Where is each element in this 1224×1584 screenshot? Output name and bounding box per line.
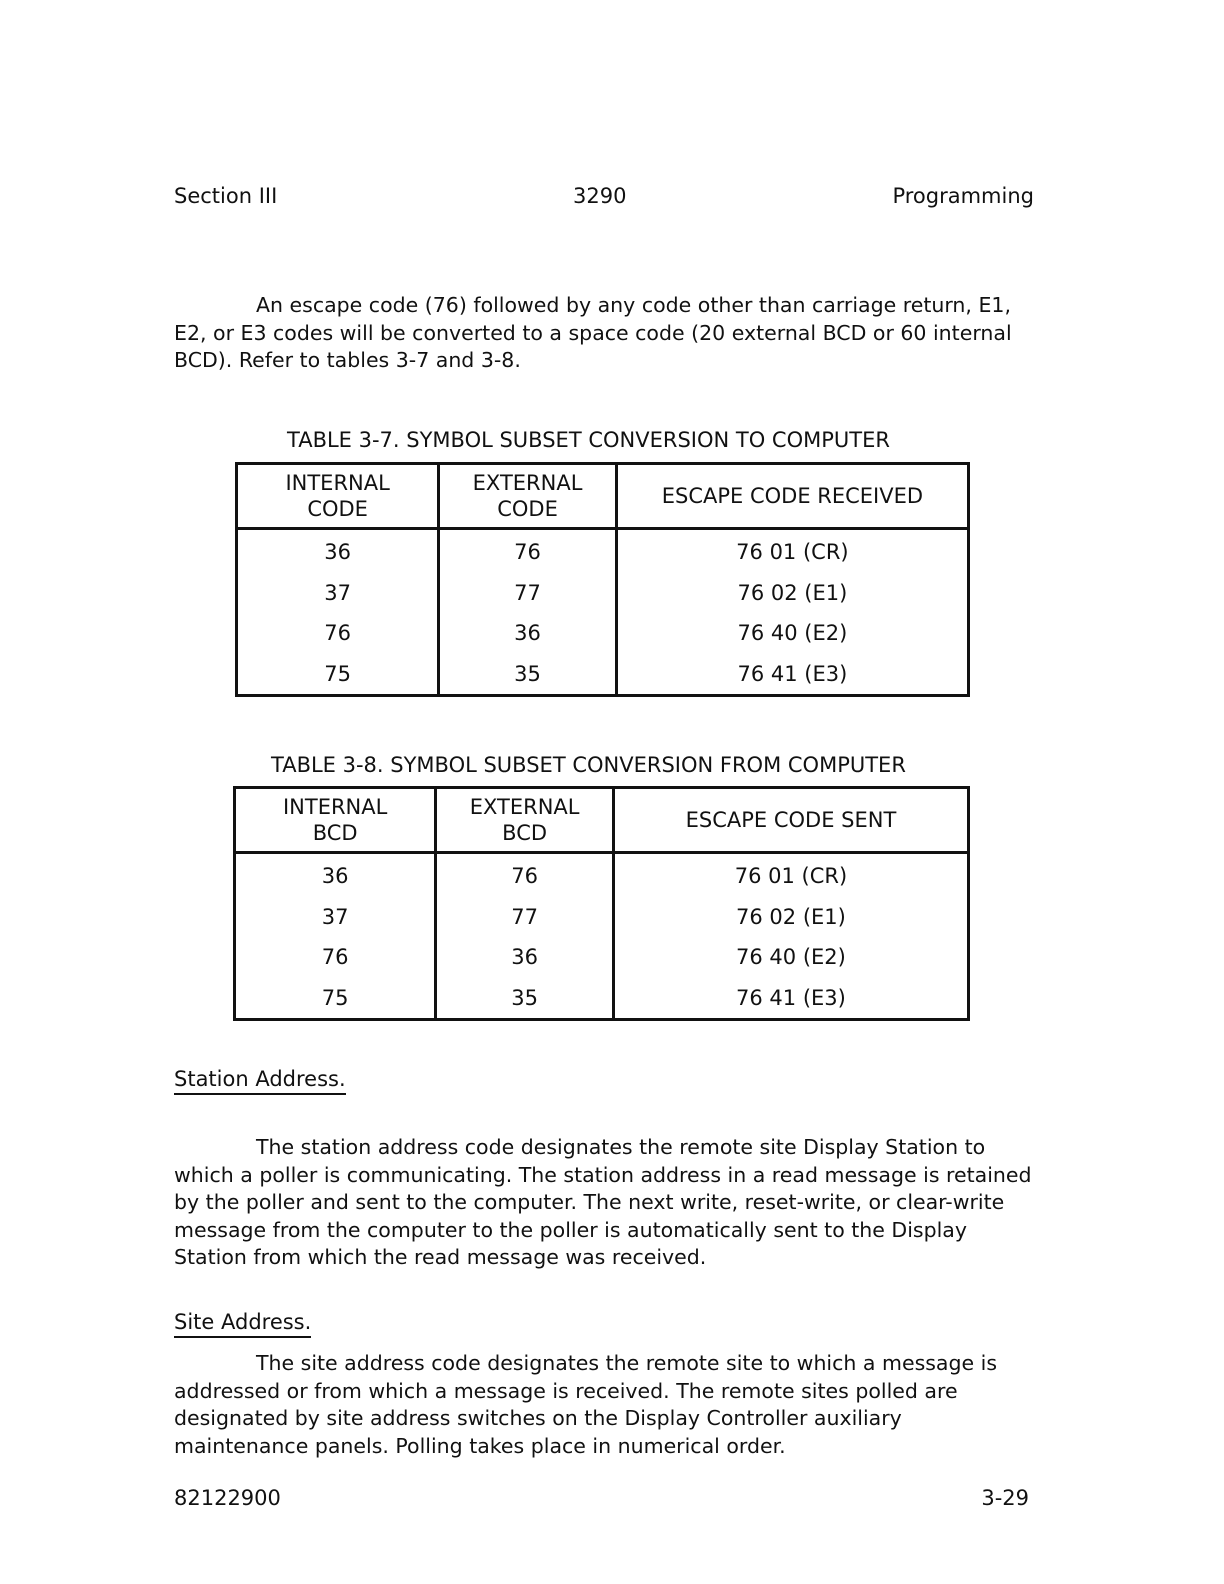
- table-cell: 35: [436, 978, 614, 1020]
- table-row: [235, 937, 969, 978]
- table-cell: 37: [237, 573, 439, 614]
- table-cell: 76 41 (E3): [616, 654, 968, 696]
- table-row: [237, 654, 969, 696]
- table-3-7-header-internal: [237, 464, 439, 529]
- table-cell: 37: [235, 897, 436, 938]
- station-address-heading: [174, 1067, 346, 1091]
- station-address-heading-text: Station Address.: [174, 1067, 346, 1095]
- table-cell: 36: [439, 613, 617, 654]
- table-cell: 77: [436, 897, 614, 938]
- table-3-8-caption: TABLE 3-8. SYMBOL SUBSET CONVERSION FROM COMPUTER: [271, 753, 906, 777]
- table-row: [237, 573, 969, 614]
- table-3-7: [235, 462, 970, 697]
- table-row: [235, 978, 969, 1020]
- table-cell: 76: [439, 529, 617, 573]
- header-line: INTERNAL: [282, 795, 388, 819]
- header-line: INTERNAL: [285, 471, 390, 495]
- table-cell: 76: [235, 937, 436, 978]
- table-3-8: [233, 786, 970, 1021]
- station-address-text: The station address code designates the remote site Display Station to which a poller is communicating. The station address in a read message is retained by the poller and sent to the computer. The next write, reset-write, or clear-write message from the computer to the poller is automatically sent to the Display Station from which the read message was received.: [174, 1135, 1032, 1269]
- table-cell: 76 01 (CR): [613, 853, 968, 897]
- table-cell: 36: [436, 937, 614, 978]
- table-row: [235, 853, 969, 897]
- page-number: 3-29: [981, 1486, 1029, 1510]
- table-cell: 76 40 (E2): [613, 937, 968, 978]
- site-address-paragraph: [174, 1350, 1036, 1460]
- header-line: CODE: [497, 497, 558, 521]
- table-3-7-caption: TABLE 3-7. SYMBOL SUBSET CONVERSION TO COMPUTER: [287, 428, 890, 452]
- table-row: [237, 613, 969, 654]
- station-address-paragraph: [174, 1134, 1036, 1272]
- chapter-label: Programming: [892, 184, 1034, 208]
- table-3-8-header-external: [436, 788, 614, 853]
- table-cell: 76: [237, 613, 439, 654]
- intro-text: An escape code (76) followed by any code other than carriage return, E1, E2, or E3 codes will be converted to a space code (20 external BCD or 60 internal BCD). Refer to tables 3-7 and 3-8.: [174, 293, 1012, 372]
- table-cell: 36: [235, 853, 436, 897]
- site-address-heading: [174, 1310, 311, 1334]
- table-cell: 36: [237, 529, 439, 573]
- header-line: EXTERNAL: [472, 471, 583, 495]
- table-cell: 76 41 (E3): [613, 978, 968, 1020]
- table-cell: 75: [235, 978, 436, 1020]
- document-number: 3290: [573, 184, 627, 208]
- table-3-8-header-escape: ESCAPE CODE SENT: [613, 788, 968, 853]
- table-cell: 76 02 (E1): [613, 897, 968, 938]
- table-3-7-header-external: [439, 464, 617, 529]
- table-cell: 75: [237, 654, 439, 696]
- table-3-8-header-internal: [235, 788, 436, 853]
- publication-number: 82122900: [174, 1486, 281, 1510]
- intro-paragraph: [174, 292, 1032, 375]
- table-cell: 76 40 (E2): [616, 613, 968, 654]
- header-line: EXTERNAL: [469, 795, 580, 819]
- table-cell: 76: [436, 853, 614, 897]
- table-cell: 77: [439, 573, 617, 614]
- table-row: [237, 529, 969, 573]
- table-row: [235, 897, 969, 938]
- table-cell: 76 02 (E1): [616, 573, 968, 614]
- site-address-heading-text: Site Address.: [174, 1310, 311, 1338]
- table-cell: 35: [439, 654, 617, 696]
- table-cell: 76 01 (CR): [616, 529, 968, 573]
- header-line: BCD: [312, 821, 358, 845]
- header-line: CODE: [307, 497, 368, 521]
- header-line: BCD: [502, 821, 548, 845]
- table-3-7-header-escape: ESCAPE CODE RECEIVED: [616, 464, 968, 529]
- site-address-text: The site address code designates the remote site to which a message is addressed or from which a message is received. The remote sites polled are designated by site address switches on the Display Controller auxiliary maintenance panels. Polling takes place in numerical order.: [174, 1351, 998, 1458]
- section-label: Section III: [174, 184, 278, 208]
